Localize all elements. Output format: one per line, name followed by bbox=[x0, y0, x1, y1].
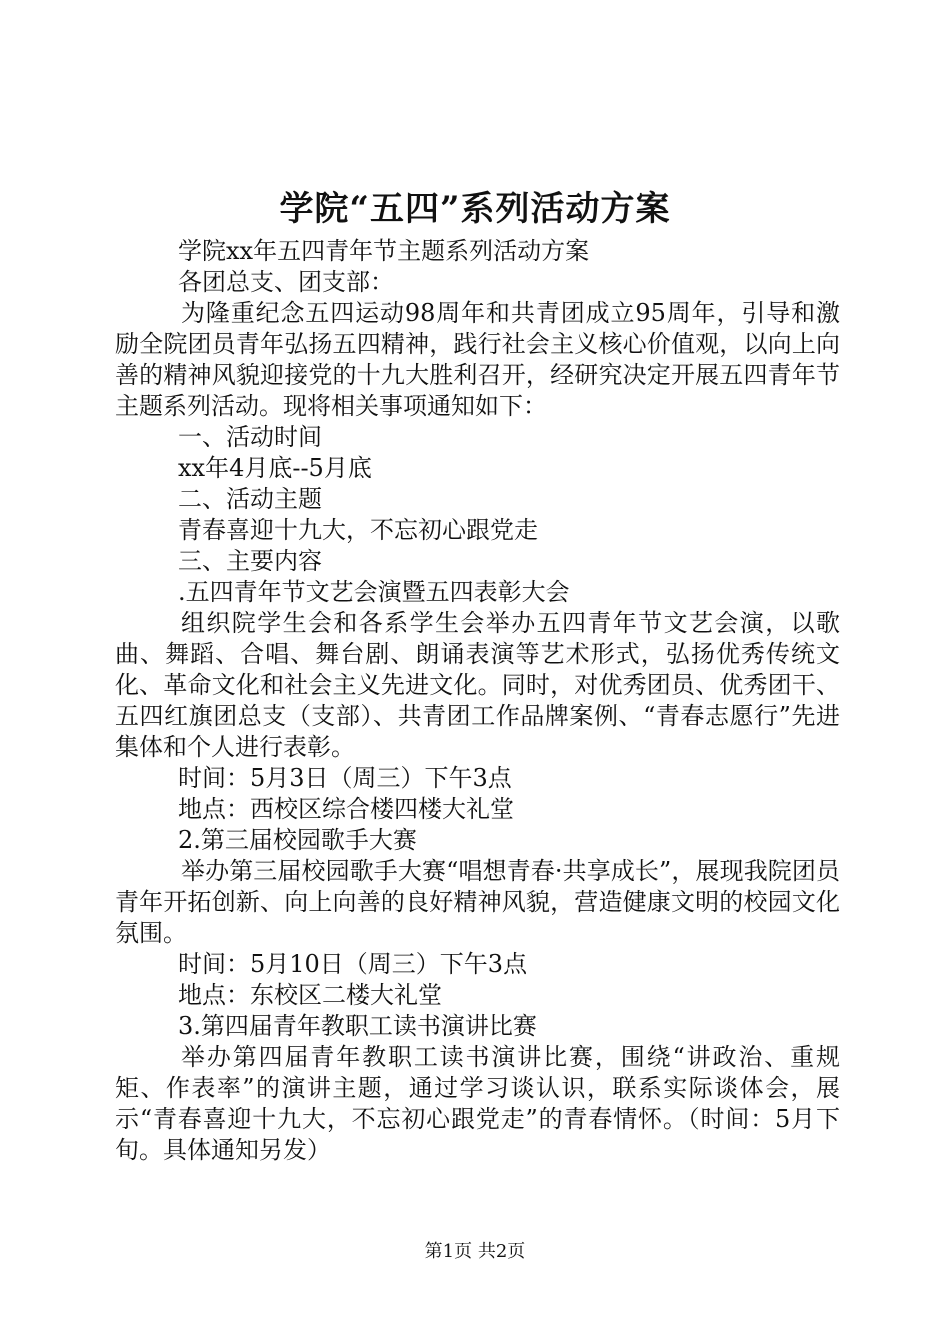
document-title: 学院“五四”系列活动方案 bbox=[279, 189, 671, 229]
item-text-1: 组织院学生会和各系学生会举办五四青年节文艺会演，以歌曲、舞蹈、合唱、舞台剧、朗诵表演等艺术形式，弘扬优秀传统文化、革命文化和社会主义先进文化。同时，对优秀团员、优秀团干、五四红旗团总支（支部）、共青团工作品牌案例、“青春志愿行”先进集体和个人进行表彰。 bbox=[115, 609, 840, 761]
item-heading-1: .五四青年节文艺会演暨五四表彰大会 bbox=[178, 578, 570, 606]
item-text-2: 举办第三届校园歌手大赛“唱想青春·共享成长”，展现我院团员青年开拓创新、向上向善的良好精神风貌，营造健康文明的校园文化氛围。 bbox=[115, 857, 840, 947]
item-place-2: 地点：东校区二楼大礼堂 bbox=[178, 981, 442, 1009]
section-heading-theme: 二、活动主题 bbox=[178, 485, 322, 513]
section-heading-content: 三、主要内容 bbox=[178, 547, 322, 575]
salutation: 各团总支、团支部： bbox=[178, 268, 394, 296]
intro-paragraph: 为隆重纪念五四运动98周年和共青团成立95周年，引导和激励全院团员青年弘扬五四精神，践行社会主义核心价值观，以向上向善的精神风貌迎接党的十九大胜利召开，经研究决定开展五四青年节主题系列活动。现将相关事项通知如下： bbox=[115, 299, 840, 420]
item-heading-3: 3.第四届青年教职工读书演讲比赛 bbox=[178, 1012, 537, 1040]
item-place-1: 地点：西校区综合楼四楼大礼堂 bbox=[178, 795, 514, 823]
item-time-1: 时间：5月3日（周三）下午3点 bbox=[178, 764, 512, 792]
document-subtitle: 学院xx年五四青年节主题系列活动方案 bbox=[178, 237, 590, 265]
item-heading-2: 2.第三届校园歌手大赛 bbox=[178, 826, 417, 854]
document-body bbox=[115, 236, 840, 1166]
item-time-2: 时间：5月10日（周三）下午3点 bbox=[178, 950, 528, 978]
page-footer: 第1页 共2页 bbox=[424, 1241, 526, 1262]
section-text-time: xx年4月底--5月底 bbox=[178, 454, 372, 482]
item-text-3: 举办第四届青年教职工读书演讲比赛，围绕“讲政治、重规矩、作表率”的演讲主题，通过学习谈认识，联系实际谈体会，展示“青春喜迎十九大，不忘初心跟党走”的青春情怀。（时间：5月下旬。具体通知另发） bbox=[115, 1043, 840, 1164]
section-heading-time: 一、活动时间 bbox=[178, 423, 322, 451]
section-text-theme: 青春喜迎十九大，不忘初心跟党走 bbox=[178, 516, 538, 544]
